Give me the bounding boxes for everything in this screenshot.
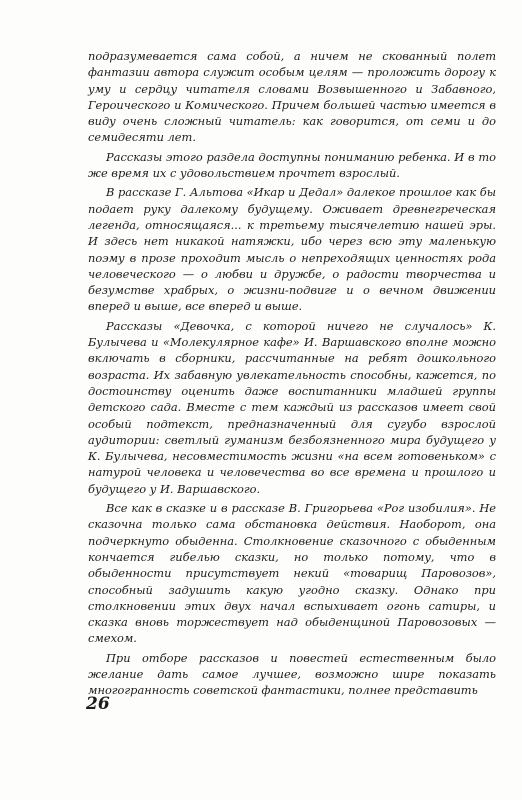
body-text: [88, 48, 496, 699]
paragraph-3: В рассказе Г. Альтова «Икар и Дедал» далекое прошлое как бы подает руку далекому будущему. Оживает древнегреческая легенда, относящаяся... к третьему тысячелетию нашей эры. И здесь нет никакой натяжки, ибо через всю эту маленькую поэму в прозе проходит мысль о непреходящих ценностях рода человеческого — о любви и дружбе, о радости творчества и безумстве храбрых, о жизни-подвиге и о вечном движении вперед и выше, все вперед и выше.: [88, 185, 496, 314]
paragraph-1: подразумевается сама собой, а ничем не скованный полет фантазии автора служит особым целям — проложить дорогу к уму и сердцу читателя словами Возвышенного и Забавного, Героического и Комического. Причем большей частью имеется в виду очень сложный читатель: как говорится, от семи и до семидесяти лет.: [88, 49, 496, 145]
paragraph-4: Рассказы «Девочка, с которой ничего не случалось» К. Булычева и «Молекулярное кафе» И. Варшавского вполне можно включать в сборники, рассчитанные на ребят дошкольного возраста. Их забавную увлекательность способны, кажется, по достоинству оценить даже воспитанники младшей группы детского сада. Вместе с тем каждый из рассказов имеет свой особый подтекст, предназначенный для сугубо взрослой аудитории: светлый гуманизм безбоязненного мира будущего у К. Булычева, несовместимость жизни «на всем готовеньком» с натурой человека и человечества во все времена и прошлого и будущего у И. Варшавского.: [88, 318, 496, 496]
page-number: 26: [86, 694, 110, 714]
paragraph-5: Все как в сказке и в рассказе В. Григорьева «Рог изобилия». Не сказочна только сама обстановка действия. Наоборот, она подчеркнуто обыденна. Столкновение сказочного с обыденным кончается гибелью сказки, но только потому, что в обыденности присутствует некий «товарищ Паровозов», способный задушить какую угодно сказку. Однако при столкновении этих двух начал вспыхивает огонь сатиры, и сказка вновь торжествует над обыденщиной Паровозовых — смехом.: [88, 501, 496, 646]
paragraph-6: При отборе рассказов и повестей естественным было желание дать самое лучшее, возможно шире показать многогранность советской фантастики, полнее представить: [88, 650, 496, 698]
paragraph-2: Рассказы этого раздела доступны пониманию ребенка. И в то же время их с удовольствием прочтет взрослый.: [88, 149, 496, 181]
